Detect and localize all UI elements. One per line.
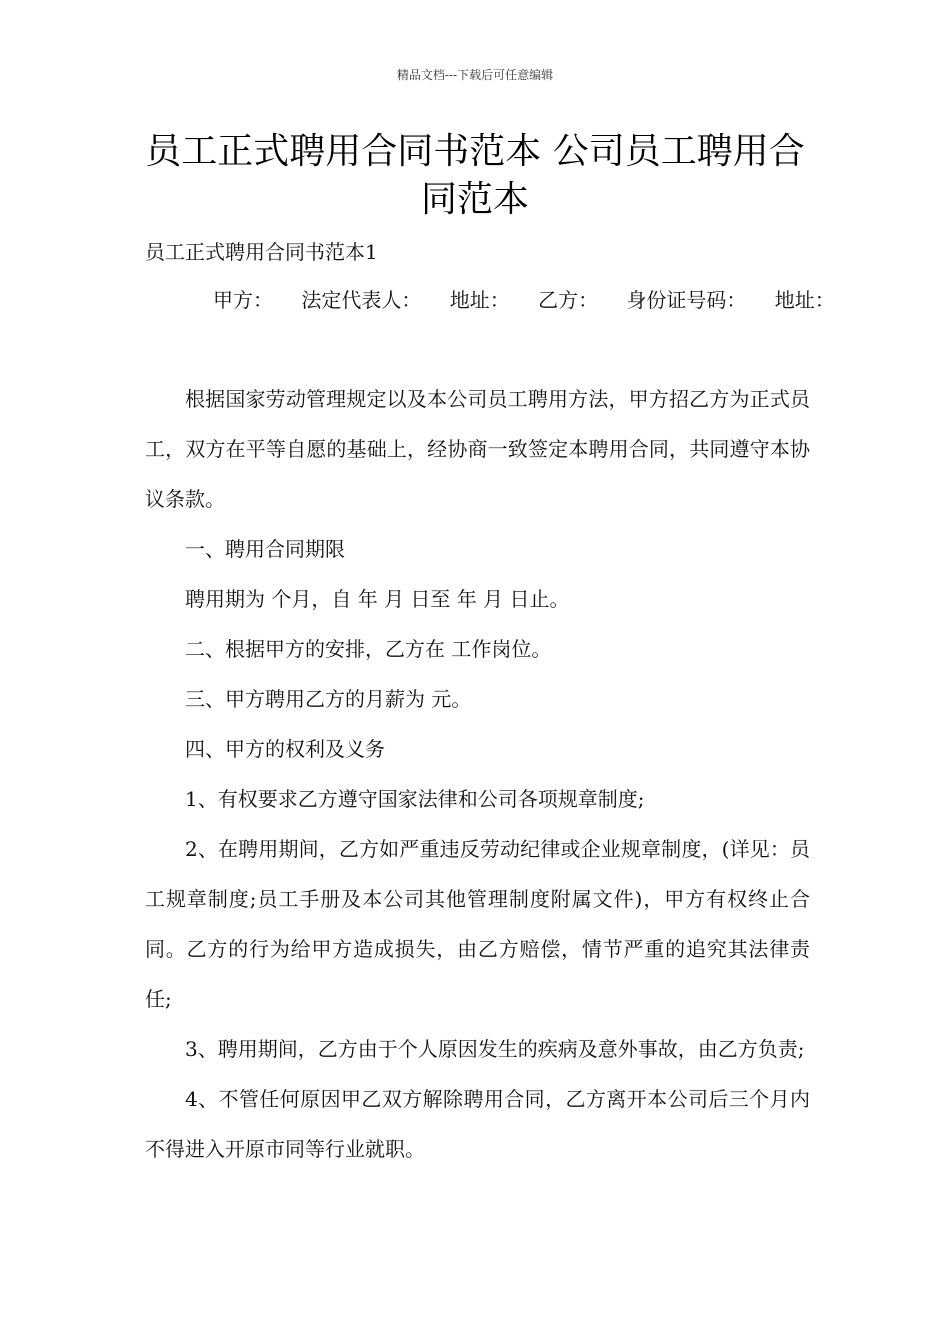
id-number-label: 身份证号码： (626, 288, 747, 312)
legal-representative-label: 法定代表人： (301, 288, 422, 312)
paragraph-preamble: 根据国家劳动管理规定以及本公司员工聘用方法，甲方招乙方为正式员工，双方在平等自愿的基础上，经协商一致签定本聘用合同，共同遵守本协议条款。 (145, 387, 810, 511)
document-title: 员工正式聘用合同书范本 公司员工聘用合同范本 (145, 131, 805, 220)
paragraph-rights-1: 1、有权要求乙方遵守国家法律和公司各项规章制度; (185, 787, 645, 811)
section-heading-term: 一、聘用合同期限 (185, 537, 345, 561)
paragraph-rights-2: 2、在聘用期间，乙方如严重违反劳动纪律或企业规章制度，(详见：员工规章制度;员工手册及本公司其他管理制度附属文件)，甲方有权终止合同。乙方的行为给甲方造成损失，由乙方赔偿，情节严重的追究其法律责任; (145, 837, 810, 1011)
section-heading-rights: 四、甲方的权利及义务 (185, 737, 385, 761)
parties-line (213, 286, 835, 314)
document-subtitle: 员工正式聘用合同书范本1 (145, 240, 378, 264)
paragraph-rights-4: 4、不管任何原因甲乙双方解除聘用合同，乙方离开本公司后三个月内不得进入开原市同等行业就职。 (145, 1087, 810, 1161)
party-a-address-label: 地址： (449, 288, 510, 312)
paragraph-rights-3: 3、聘用期间，乙方由于个人原因发生的疾病及意外事故，由乙方负责; (185, 1037, 805, 1061)
paragraph-position: 二、根据甲方的安排，乙方在 工作岗位。 (185, 637, 552, 661)
party-b-address-label: 地址： (774, 288, 835, 312)
party-b-label: 乙方： (538, 288, 599, 312)
party-a-label: 甲方： (213, 288, 273, 312)
paragraph-salary: 三、甲方聘用乙方的月薪为 元。 (185, 687, 472, 711)
paragraph-term: 聘用期为 个月，自 年 月 日至 年 月 日止。 (185, 587, 570, 611)
contract-body (145, 374, 810, 1174)
header-note: 精品文档---下载后可任意编辑 (396, 68, 554, 82)
